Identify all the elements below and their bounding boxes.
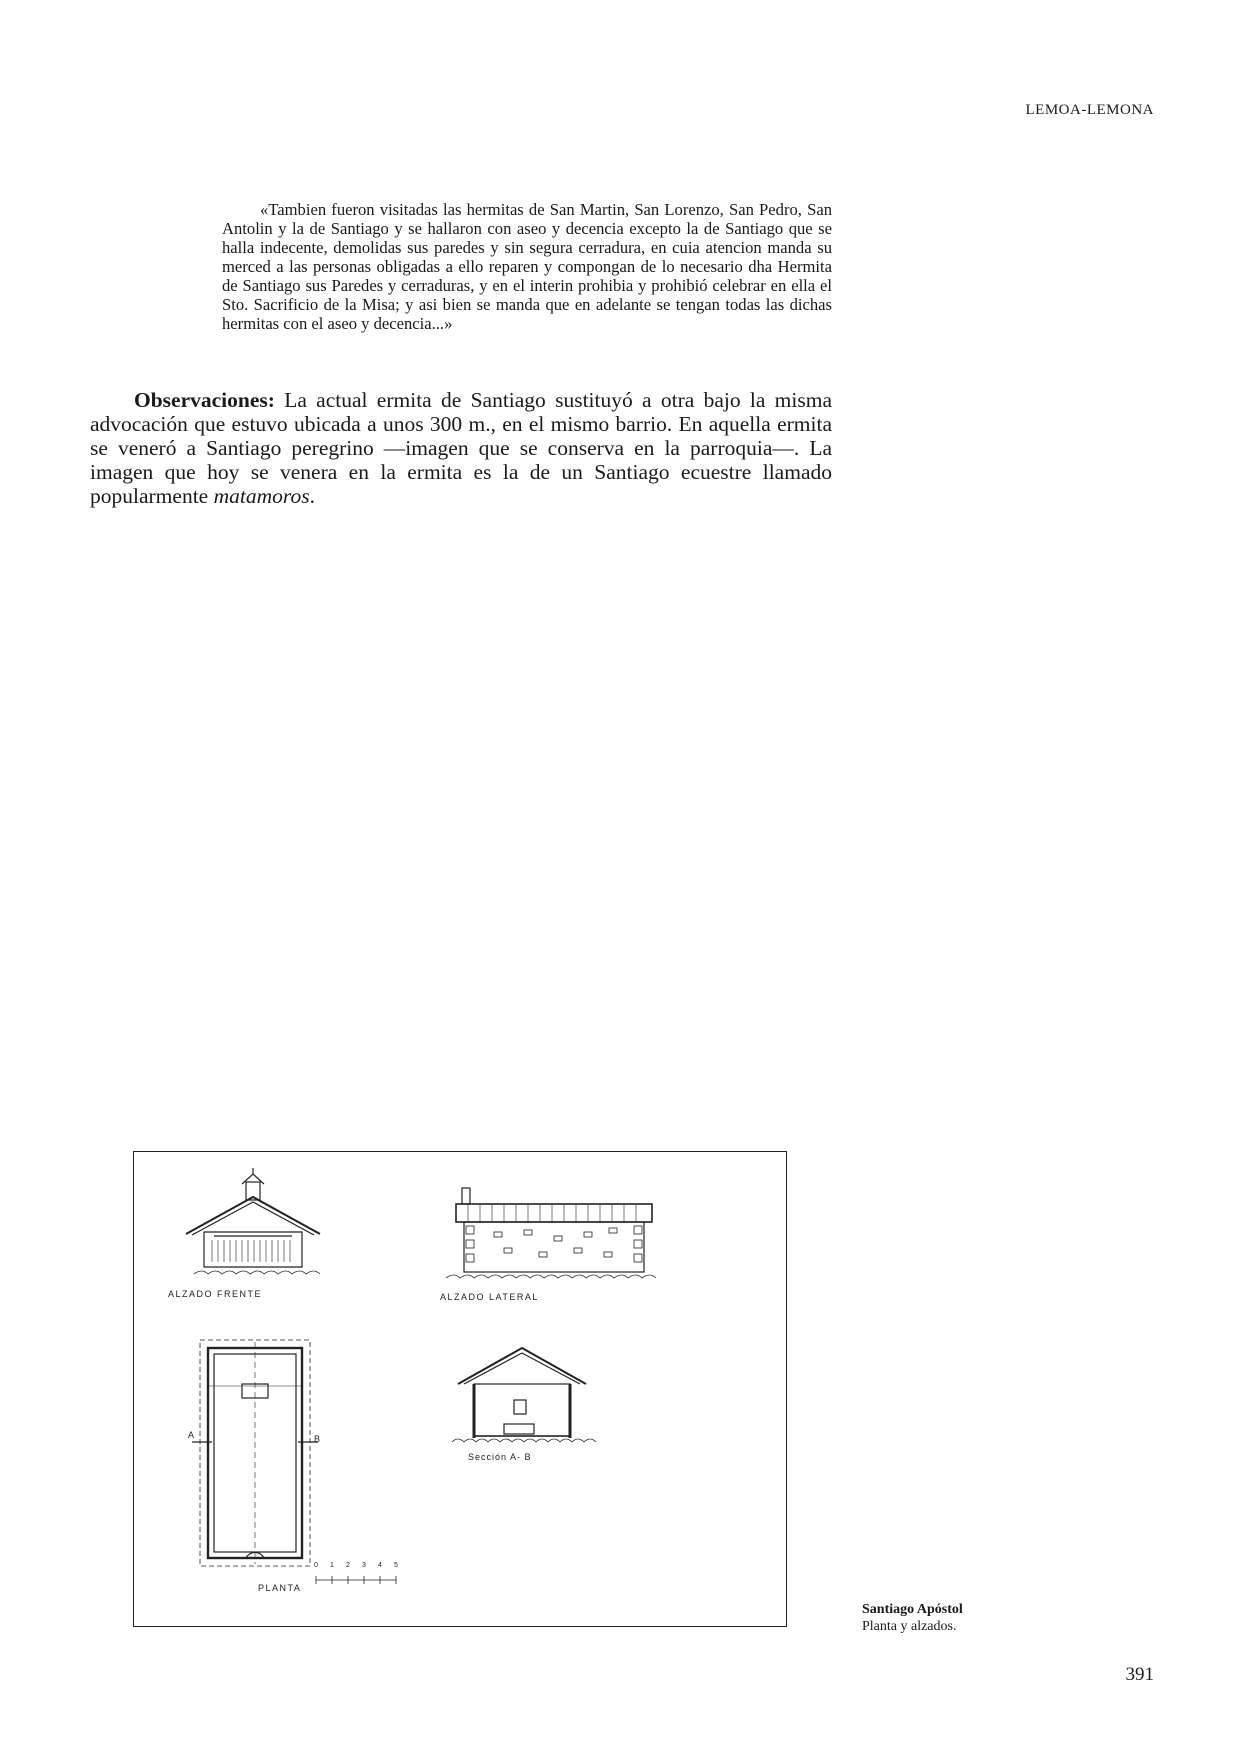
observations-paragraph — [90, 388, 832, 508]
side-elevation-drawing — [446, 1188, 656, 1278]
figure-drawing — [134, 1152, 788, 1628]
quote-text: «Tambien fueron visitadas las hermitas de San Martin, San Lorenzo, San Pedro, San Antolin y la de Santiago y se hallaron con aseo y decencia excepto la de Santiago que se halla indecente, demolidas sus paredes y sin segura cerradura, en cuia atencion manda su merced a las personas obligadas a ello reparen y compongan de lo necesario dha Hermita de Santiago sus Paredes y cerraduras, y en el interin prohibia y prohibió celebrar en ella el Sto. Sacrificio de la Misa; y asi bien se manda que en adelante se tengan todas las dichas hermitas con el aseo y decencia...» — [222, 200, 832, 333]
label-section: Sección A- B — [468, 1452, 532, 1462]
label-section-a: A — [188, 1430, 196, 1440]
label-plan: PLANTA — [258, 1583, 302, 1593]
figure-caption — [862, 1601, 963, 1635]
label-front-elevation: ALZADO FRENTE — [168, 1289, 263, 1299]
archival-quote — [222, 200, 832, 333]
floor-plan-drawing — [192, 1340, 318, 1566]
caption-title: Santiago Apóstol — [862, 1602, 963, 1617]
page-number: 391 — [1125, 1664, 1154, 1685]
architectural-figure — [133, 1151, 787, 1627]
scale-tick-5: 5 — [394, 1562, 398, 1569]
observations-lead: Observaciones: — [134, 388, 275, 412]
observations-text — [90, 388, 832, 508]
scale-tick-4: 4 — [378, 1562, 382, 1569]
observations-end: . — [309, 484, 315, 508]
scale-tick-3: 3 — [362, 1562, 366, 1569]
scale-tick-0: 0 — [314, 1562, 318, 1569]
scale-tick-2: 2 — [346, 1562, 350, 1569]
caption-subtitle: Planta y alzados. — [862, 1619, 957, 1634]
running-head: LEMOA-LEMONA — [1025, 102, 1154, 118]
label-side-elevation: ALZADO LATERAL — [440, 1292, 539, 1302]
observations-italic-term: matamoros — [213, 484, 310, 508]
section-drawing — [452, 1348, 596, 1442]
label-section-b: B — [314, 1434, 322, 1444]
scale-tick-1: 1 — [330, 1562, 334, 1569]
scale-bar-drawing — [316, 1576, 396, 1584]
observations-body: La actual ermita de Santiago sustituyó a otra bajo la misma advocación que estuvo ubicada a unos 300 m., en el mismo barrio. En aquella ermita se veneró a Santiago peregrino —imagen que se conserva en la parroquia—. La imagen que hoy se venera en la ermita es la de un Santiago ecuestre llamado popularmente — [90, 388, 832, 508]
front-elevation-drawing — [186, 1168, 320, 1274]
